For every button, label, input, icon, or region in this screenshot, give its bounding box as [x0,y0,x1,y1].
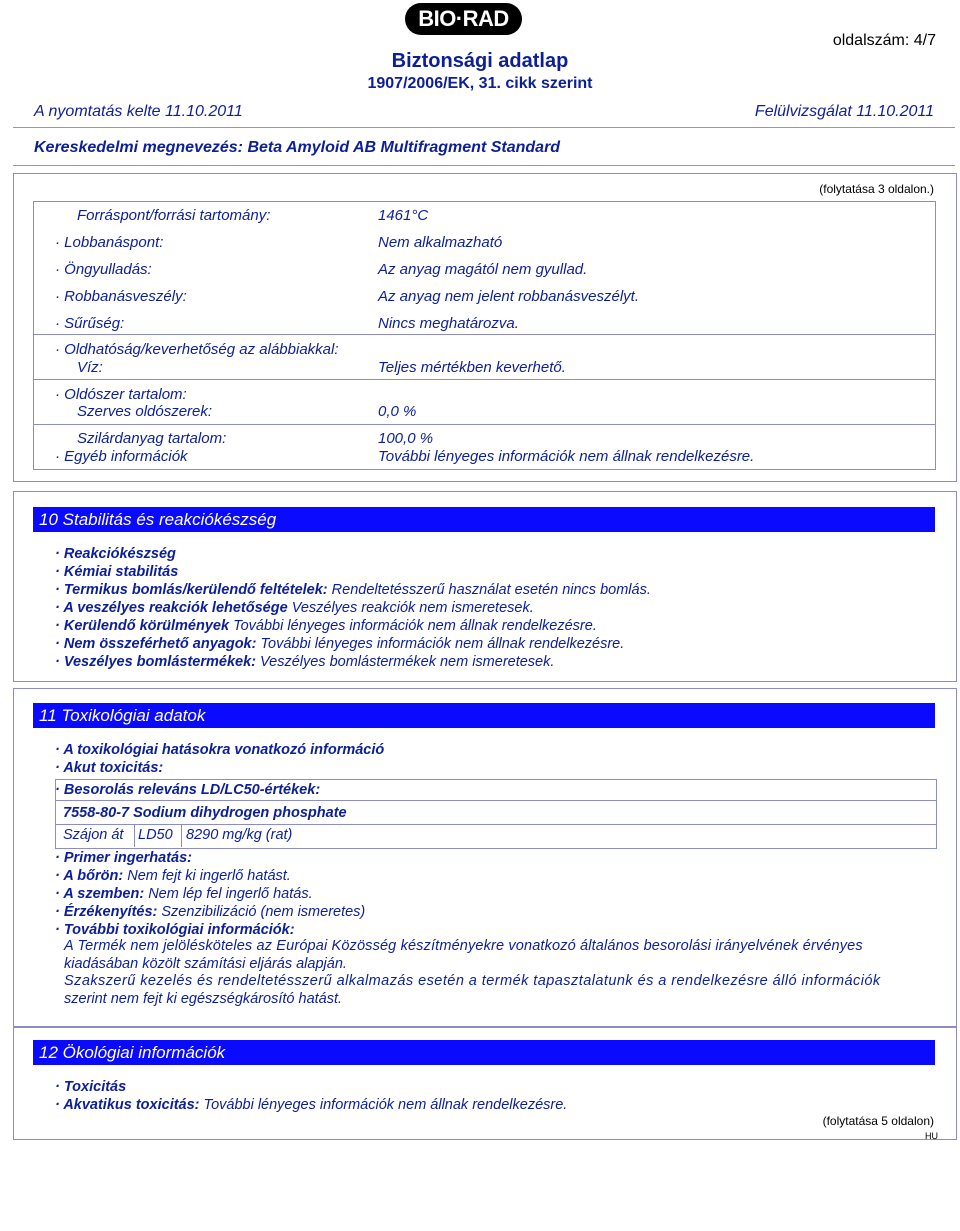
page-number: oldalszám: 4/7 [832,32,936,49]
acute-toxicity-heading: · Akut toxicitás: [55,760,164,776]
section-12-heading: 12 Ökológiai információk [33,1040,935,1065]
section-11-heading: 11 Toxikológiai adatok [33,703,935,728]
header-divider [13,127,955,128]
cell-divider [134,824,135,847]
dose-cell: 8290 mg/kg (rat) [186,827,293,843]
prop-value: Nem alkalmazható [378,234,503,251]
substance-name: 7558-80-7 Sodium dihydrogen phosphate [63,805,347,821]
list-item: · Kémiai stabilitás [55,564,179,580]
prop-label: · Egyéb információk [55,448,188,465]
language-code: HU [925,1131,938,1141]
list-item: · Primer ingerhatás: [55,850,192,866]
prop-label: · Robbanásveszély: [55,288,187,305]
prop-label: · Oldhatóság/keverhetőség az alábbiakkal: [55,341,339,358]
revision-date: Felülvizsgálat 11.10.2011 [754,103,934,120]
prop-label: · Öngyulladás: [55,261,152,278]
prop-label: Szerves oldószerek: [77,403,213,420]
section-10-heading: 10 Stabilitás és reakciókészség [33,507,935,532]
prop-label: · Sűrűség: [55,315,125,332]
toxicology-info-heading: · A toxikológiai hatásokra vonatkozó információ [55,742,385,758]
prop-label: · Lobbanáspont: [55,234,164,251]
bio-rad-logo: BIO·RAD [405,3,522,35]
document-title: Biztonsági adatlap [391,50,569,72]
row-divider [33,424,935,425]
prop-label: Szilárdanyag tartalom: [77,430,227,447]
row-divider [55,800,936,801]
paragraph-line: szerint nem fejt ki egészségkárosító hatást. [64,991,343,1007]
prop-value: Nincs meghatározva. [378,315,519,332]
prop-label: Forráspont/forrási tartomány: [77,207,271,224]
prop-value: 0,0 % [378,403,417,420]
prop-value: Az anyag magától nem gyullad. [378,261,588,278]
section-10-body [55,545,651,671]
list-item: · További toxikológiai információk: [55,922,295,938]
continued-from: (folytatása 3 oldalon.) [819,182,934,196]
row-divider [33,379,935,380]
list-item: · Termikus bomlás/kerülendő feltételek: Rendeltetésszerű használat esetén nincs bomlás. [55,582,651,598]
paragraph-line: Szakszerű kezelés és rendeltetésszerű alkalmazás esetén a termék tapasztalatunk és a rendelkezésre álló információk [64,973,881,989]
prop-value: Teljes mértékben keverhető. [378,359,566,376]
list-item: · A bőrön: Nem fejt ki ingerlő hatást. [55,868,291,884]
paragraph-line: A Termék nem jelölésköteles az Európai Közösség készítményekre vonatkozó általános besorolási irányelvének érvényes [64,938,863,954]
list-item: · Kerülendő körülmények További lényeges információk nem állnak rendelkezésre. [55,618,597,634]
route-cell: Szájon át [63,827,124,843]
list-item: · Nem összeférhető anyagok: További lényeges információk nem állnak rendelkezésre. [55,636,625,652]
row-divider [55,824,936,825]
prop-value: 100,0 % [378,430,434,447]
cell-divider [181,824,182,847]
prop-value: 1461°C [378,207,429,224]
type-cell: LD50 [138,827,173,843]
list-item: · Reakciókészség [55,546,176,562]
header-divider-bottom [13,165,955,166]
list-item: · A szemben: Nem lép fel ingerlő hatás. [55,886,313,902]
prop-label: · Oldószer tartalom: [55,386,187,403]
ld50-table-heading: · Besorolás releváns LD/LC50-értékek: [55,782,321,798]
print-date: A nyomtatás kelte 11.10.2011 [34,103,243,120]
section-11-body [55,849,365,939]
list-item: · Veszélyes bomlástermékek: Veszélyes bomlástermékek nem ismeretesek. [55,654,555,670]
list-item: · Toxicitás [55,1079,127,1095]
prop-value: Az anyag nem jelent robbanásveszélyt. [378,288,639,305]
row-divider [33,334,935,335]
section-12-body [55,1078,567,1114]
paragraph-line: kiadásában közölt számítási eljárás alapján. [64,956,347,972]
list-item: · A veszélyes reakciók lehetősége Veszélyes reakciók nem ismeretesek. [55,600,534,616]
continued-to: (folytatása 5 oldalon) [822,1114,934,1128]
trade-name: Kereskedelmi megnevezés: Beta Amyloid AB Multifragment Standard [34,139,561,156]
list-item: · Akvatikus toxicitás: További lényeges információk nem állnak rendelkezésre. [55,1097,568,1113]
prop-label: Víz: [77,359,103,376]
prop-value: További lényeges információk nem állnak rendelkezésre. [378,448,755,465]
list-item: · Érzékenyítés: Szenzibilizáció (nem ismeretes) [55,904,366,920]
document-subtitle: 1907/2006/EK, 31. cikk szerint [367,75,593,92]
